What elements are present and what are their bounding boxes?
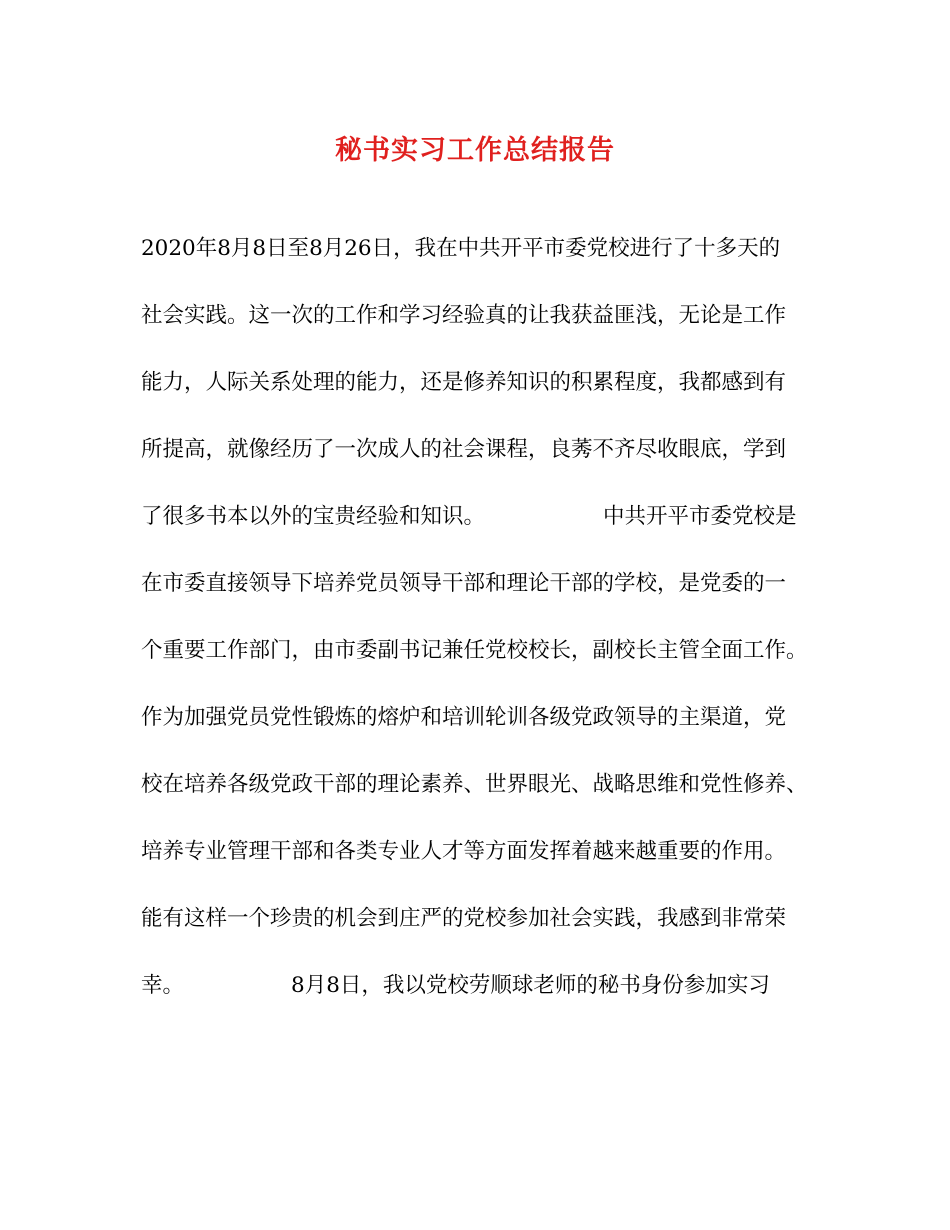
document-title: 秘书实习工作总结报告 (335, 135, 615, 166)
text-line: 2020年8月8日至8月26日，我在中共开平市委党校进行了十多天的 (141, 236, 781, 261)
text-line-with-gap (141, 964, 811, 1031)
text-segment: 了很多书本以外的宝贵经验和知识。 (141, 504, 486, 529)
text-line: 个重要工作部门，由市委副书记兼任党校校长，副校长主管全面工作。 (141, 638, 808, 663)
text-line: 在市委直接领导下培养党员领导干部和理论干部的学校，是党委的一 (141, 571, 787, 596)
text-line: 所提高，就像经历了一次成人的社会课程，良莠不齐尽收眼底，学到 (141, 437, 787, 462)
text-line: 社会实践。这一次的工作和学习经验真的让我获益匪浅，无论是工作 (141, 303, 787, 328)
text-line: 能有这样一个珍贵的机会到庄严的党校参加社会实践，我感到非常荣 (141, 906, 787, 931)
document-body (141, 227, 811, 1031)
text-line: 能力，人际关系处理的能力，还是修养知识的积累程度，我都感到有 (141, 370, 787, 395)
text-line: 校在培养各级党政干部的理论素养、世界眼光、战略思维和党性修养、 (141, 772, 808, 797)
text-segment: 幸。 (141, 973, 185, 998)
text-line: 作为加强党员党性锻炼的熔炉和培训轮训各级党政领导的主渠道，党 (141, 705, 787, 730)
text-segment: 中共开平市委党校是 (603, 504, 797, 529)
text-segment: 8月8日，我以党校劳顺球老师的秘书身份参加实习 (291, 973, 770, 998)
text-line: 培养专业管理干部和各类专业人才等方面发挥着越来越重要的作用。 (141, 839, 787, 864)
text-line-with-gap (141, 495, 811, 562)
